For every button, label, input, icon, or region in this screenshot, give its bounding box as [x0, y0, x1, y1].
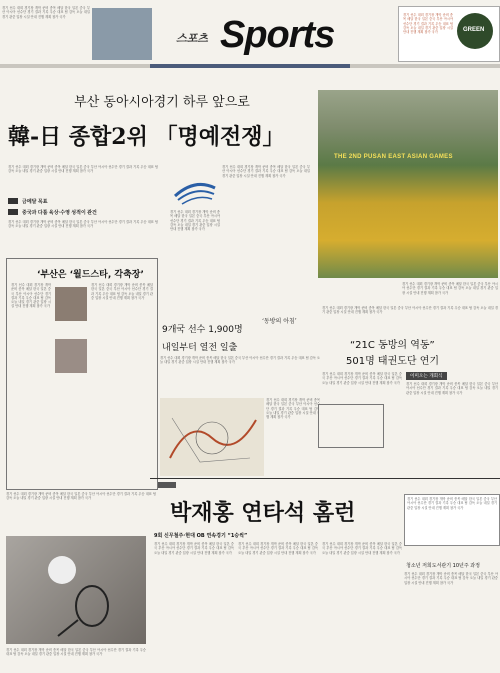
middle-body-2: [160, 356, 320, 396]
games-emblem: [170, 176, 220, 206]
box-left-text-2: [91, 283, 153, 483]
lead-sub-1-tag: [8, 198, 18, 204]
right-ad: [398, 6, 500, 62]
middle-body-1: [222, 165, 310, 255]
bottom-right-head: 청소년 저희도서관기 10년주 과정: [406, 563, 480, 569]
lead-sub-1-text: 금메달 목표: [22, 199, 48, 205]
middle-headline-2: 내일부터 열전 일출: [162, 343, 238, 353]
stadium-photo-caption: [402, 282, 498, 304]
right-story-body-top: [322, 306, 498, 334]
lead-sub-1: [8, 198, 158, 204]
logo-korean: 스포츠: [176, 33, 208, 45]
score-table-rows: [407, 497, 497, 543]
right-story-body-2: [406, 382, 498, 462]
middle-headline-1: 9개국 선수 1,900명: [162, 325, 243, 335]
left-col-bottom: [6, 492, 156, 532]
middle-body-0: [170, 210, 220, 255]
left-ad-text: [2, 6, 90, 58]
masthead: [0, 0, 500, 66]
tennis-photo: [6, 536, 146, 644]
right-ad-label: GREEN: [463, 27, 485, 33]
logo-sports: Sports: [220, 14, 335, 56]
bottom-body-1: [154, 542, 234, 642]
right-ad-text: [403, 13, 453, 53]
route-map: [160, 398, 264, 476]
lead-body-1: [8, 165, 158, 195]
stadium-banner: THE 2ND PUSAN EAST ASIAN GAMES: [334, 154, 453, 160]
right-story-tag: 이미오는 개회식: [406, 372, 447, 380]
right-story-headline-1: “21C 동방의 역동”: [350, 340, 435, 351]
route-map-lines: [160, 398, 264, 476]
bottom-right-body: [404, 572, 498, 652]
score-table: [404, 494, 500, 546]
bottom-headline: 박재홍 연타석 홈런: [170, 500, 356, 526]
lead-sub-2-text: 중국과 다툼 육상·수영 성적이 관건: [22, 210, 97, 216]
games-emblem-icon: [170, 176, 220, 206]
lead-body-2: [8, 220, 158, 250]
tennis-caption: [6, 648, 146, 668]
box-left: [6, 258, 158, 490]
bottom-sub: 9회 신무철주·현대 OB 연속경기 “1승씩”: [154, 533, 248, 539]
lead-sub-2: [8, 209, 158, 215]
bottom-body-2: [238, 542, 318, 642]
bottom-body-3: [322, 542, 402, 642]
middle-col-right: [266, 398, 320, 476]
lead-sub-2-tag: [8, 209, 18, 215]
box-left-text-1: [11, 283, 51, 483]
right-story-infobox: [318, 404, 384, 448]
lead-headline: 韓-日 종합2위 「명예전쟁」: [8, 124, 285, 150]
section-rule: [150, 478, 500, 479]
lead-kicker: 부산 동아시아경기 하루 앞으로: [74, 95, 250, 110]
athlete-photo-2: [55, 339, 87, 373]
athlete-photo-1: [55, 287, 87, 321]
tennis-racket-icon: [6, 536, 146, 644]
stadium-photo: [318, 90, 498, 278]
right-story-caption: ‘동방의 아침’: [262, 318, 297, 325]
right-story-headline-2: 501명 태권도단 연기: [346, 356, 440, 367]
bottom-section-tag: [158, 482, 176, 488]
left-ad-photo: [92, 8, 152, 60]
date-bar-center: [150, 64, 350, 68]
box-left-title: ‘부산은 ‘월드스타, 각축장’: [37, 270, 144, 280]
